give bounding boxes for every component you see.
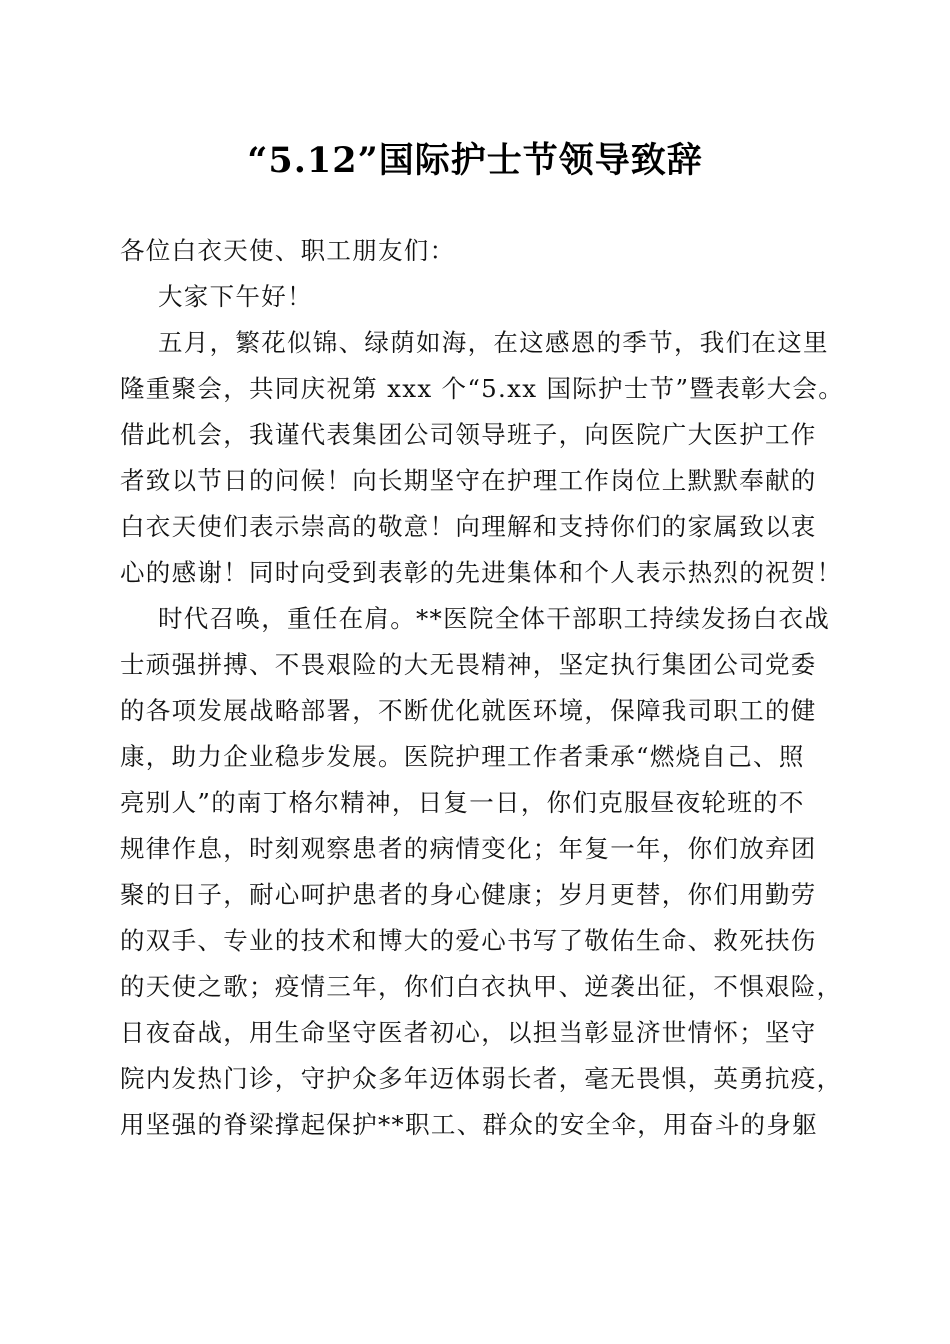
greeting-line: 大家下午好！ — [158, 282, 313, 311]
paragraph-line: 规律作息，时刻观察患者的病情变化；年复一年，你们放弃团 — [120, 834, 817, 863]
paragraph-line: 者致以节日的问候！向长期坚守在护理工作岗位上默默奉献的 — [120, 466, 817, 495]
paragraph-line: 院内发热门诊，守护众多年迈体弱长者，毫无畏惧，英勇抗疫， — [120, 1064, 843, 1093]
paragraph-line: 康，助力企业稳步发展。医院护理工作者秉承“燃烧自己、照 — [120, 742, 805, 771]
paragraph-line: 五月，繁花似锦、绿荫如海，在这感恩的季节，我们在这里 — [158, 328, 829, 357]
paragraph-line: 聚的日子，耐心呵护患者的身心健康；岁月更替，你们用勤劳 — [120, 880, 817, 909]
document-title: “5.12”国际护士节领导致辞 — [247, 140, 703, 181]
paragraph-line: 日夜奋战，用生命坚守医者初心，以担当彰显济世情怀；坚守 — [120, 1018, 817, 1047]
paragraph-line: 用坚强的脊梁撑起保护**职工、群众的安全伞，用奋斗的身躯 — [120, 1110, 818, 1139]
paragraph-line: 的各项发展战略部署，不断优化就医环境，保障我司职工的健 — [120, 696, 817, 725]
paragraph-line: 隆重聚会，共同庆祝第 xxx 个“5.xx 国际护士节”暨表彰大会。 — [120, 374, 845, 403]
paragraph-line: 借此机会，我谨代表集团公司领导班子，向医院广大医护工作 — [120, 420, 817, 449]
paragraph-line: 时代召唤，重任在肩。**医院全体干部职工持续发扬白衣战 — [158, 604, 831, 633]
salutation-line: 各位白衣天使、职工朋友们： — [120, 236, 456, 265]
document-body — [120, 228, 860, 1148]
paragraph-line: 的双手、专业的技术和博大的爱心书写了敬佑生命、救死扶伤 — [120, 926, 817, 955]
paragraph-line: 的天使之歌；疫情三年，你们白衣执甲、逆袭出征，不惧艰险， — [120, 972, 843, 1001]
paragraph-line: 士顽强拼搏、不畏艰险的大无畏精神，坚定执行集团公司党委 — [120, 650, 817, 679]
paragraph-line: 心的感谢！同时向受到表彰的先进集体和个人表示热烈的祝贺！ — [120, 558, 843, 587]
paragraph-line: 亮别人”的南丁格尔精神，日复一日，你们克服昼夜轮班的不 — [120, 788, 805, 817]
paragraph-line: 白衣天使们表示崇高的敬意！向理解和支持你们的家属致以衷 — [120, 512, 817, 541]
